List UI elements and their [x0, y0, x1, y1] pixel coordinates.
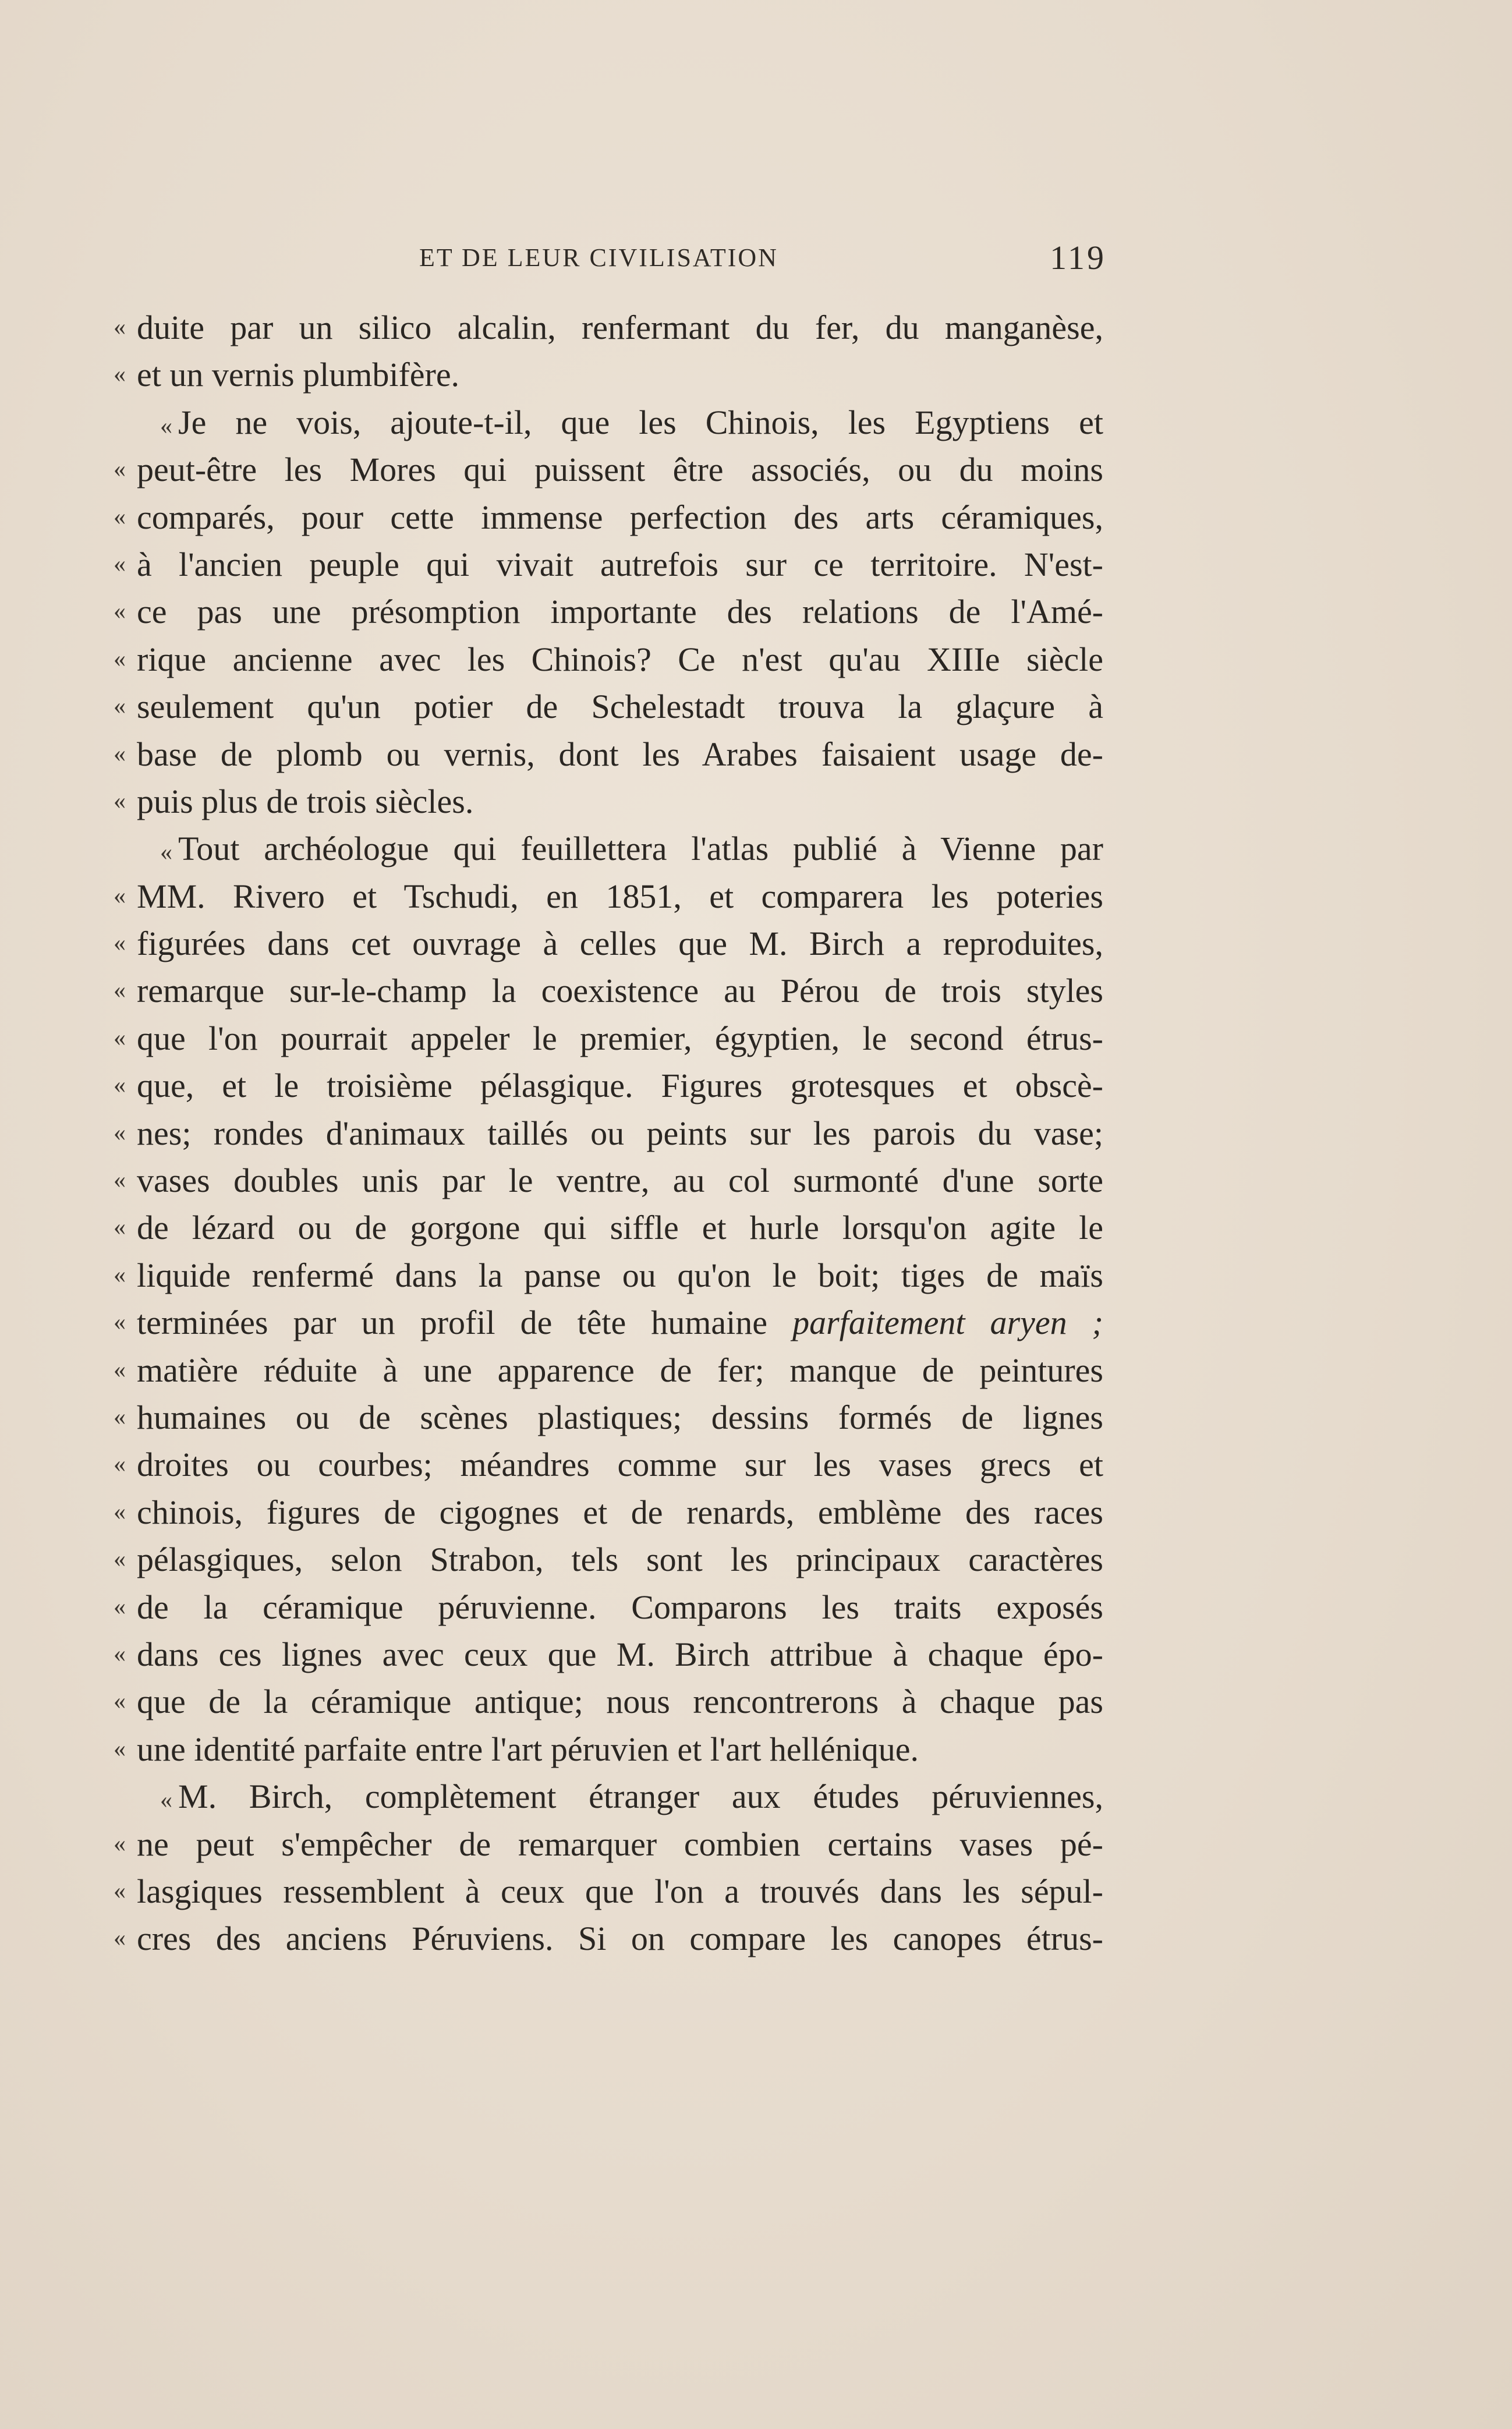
text-line	[114, 920, 1103, 967]
line-content: chinois, figures de cigognes et de renards, emblème des races	[137, 1493, 1103, 1531]
line-text	[137, 1773, 1103, 1824]
quote-marker: «	[114, 1403, 126, 1431]
text-line	[114, 1015, 1103, 1062]
line-text	[137, 1678, 1103, 1725]
line-content: dans ces lignes avec ceux que M. Birch attribue à chaque épo-	[137, 1635, 1103, 1673]
quote-marker: «	[114, 693, 126, 720]
line-content: liquide renfermé dans la panse ou qu'on le boit; tiges de maïs	[137, 1256, 1103, 1294]
text-line	[114, 1252, 1103, 1299]
text-line	[114, 1394, 1103, 1441]
line-text	[137, 920, 1103, 967]
line-content: une identité parfaite entre l'art péruvien et l'art hellénique.	[137, 1730, 919, 1768]
quote-marker: «	[114, 1735, 126, 1762]
line-text	[137, 1252, 1103, 1299]
text-line	[114, 1204, 1103, 1251]
text-line	[114, 1347, 1103, 1394]
quote-marker: «	[114, 1877, 126, 1904]
quote-marker: «	[114, 930, 126, 957]
text-line	[114, 1299, 1103, 1346]
quote-marker: «	[114, 1546, 126, 1573]
line-content: comparés, pour cette immense perfection des arts céramiques,	[137, 498, 1103, 536]
line-text	[137, 1062, 1103, 1109]
line-content: à l'ancien peuple qui vivait autrefois sur ce territoire. N'est-	[137, 545, 1103, 583]
line-content: puis plus de trois siècles.	[137, 782, 474, 820]
line-content: base de plomb ou vernis, dont les Arabes faisaient usage de-	[137, 735, 1103, 773]
text-line	[114, 778, 1103, 825]
text-line	[114, 1157, 1103, 1204]
quote-marker: «	[114, 314, 126, 341]
text-line	[114, 399, 1103, 446]
line-content: remarque sur-le-champ la coexistence au Pérou de trois styles	[137, 972, 1103, 1010]
line-content: que de la céramique antique; nous rencontrerons à chaque pas	[137, 1683, 1103, 1721]
line-text	[137, 1631, 1103, 1678]
line-text	[137, 351, 1103, 398]
line-text	[137, 1347, 1103, 1394]
line-text	[137, 1868, 1103, 1915]
line-content: Tout archéologue qui feuillettera l'atlas publié à Vienne par	[178, 830, 1103, 868]
line-content: de lézard ou de gorgone qui siffle et hurle lorsqu'on agite le	[137, 1209, 1103, 1247]
quote-marker: «	[114, 977, 126, 1004]
body-text	[114, 304, 1103, 1963]
line-content: lasgiques ressemblent à ceux que l'on a trouvés dans les sépul-	[137, 1872, 1103, 1910]
quote-marker: «	[114, 1167, 126, 1194]
quote-marker: «	[114, 550, 126, 578]
line-text	[137, 1821, 1103, 1868]
line-text	[137, 1441, 1103, 1488]
text-line	[114, 588, 1103, 635]
quote-marker: «	[114, 503, 126, 530]
line-text	[137, 588, 1103, 635]
quote-marker: «	[114, 1356, 126, 1383]
line-text	[137, 1915, 1103, 1962]
quote-marker: «	[160, 839, 172, 866]
line-text	[137, 873, 1103, 920]
line-text	[137, 967, 1103, 1014]
line-content: Je ne vois, ajoute-t-il, que les Chinois, les Egyptiens et	[178, 403, 1103, 441]
text-line	[114, 1441, 1103, 1488]
line-text	[137, 446, 1103, 493]
quote-marker: «	[114, 1593, 126, 1620]
line-content: rique ancienne avec les Chinois? Ce n'est qu'au XIIIe siècle	[137, 640, 1103, 678]
quote-marker: «	[114, 1119, 126, 1146]
text-line	[114, 1915, 1103, 1962]
line-text	[137, 1726, 1103, 1773]
page-header	[105, 236, 1106, 277]
line-text	[137, 683, 1103, 730]
line-text	[137, 304, 1103, 351]
quote-marker: «	[114, 1498, 126, 1525]
line-content: de la céramique péruvienne. Comparons les traits exposés	[137, 1588, 1103, 1626]
line-text	[137, 1110, 1103, 1157]
line-content: M. Birch, complètement étranger aux études péruviennes,	[178, 1778, 1103, 1816]
quote-marker: «	[160, 412, 172, 440]
line-content: humaines ou de scènes plastiques; dessins formés de lignes	[137, 1398, 1103, 1436]
quote-marker: «	[114, 1309, 126, 1336]
text-line	[114, 873, 1103, 920]
text-line	[114, 1726, 1103, 1773]
line-content: et un vernis plumbifère.	[137, 356, 460, 394]
page-number: 119	[1050, 239, 1106, 277]
line-content: que l'on pourrait appeler le premier, égyptien, le second étrus-	[137, 1019, 1103, 1057]
quote-marker: «	[114, 456, 126, 483]
line-text	[137, 825, 1103, 876]
line-content: nes; rondes d'animaux taillés ou peints sur les parois du vase;	[137, 1114, 1103, 1152]
text-line	[114, 1631, 1103, 1678]
line-text	[137, 1584, 1103, 1631]
quote-marker: «	[114, 598, 126, 625]
quote-marker: «	[114, 1925, 126, 1952]
line-content: pélasgiques, selon Strabon, tels sont les principaux caractères	[137, 1541, 1103, 1579]
running-title: ET DE LEUR CIVILISATION	[419, 243, 778, 272]
line-text	[137, 1489, 1103, 1536]
line-text	[137, 399, 1103, 450]
line-text	[137, 1015, 1103, 1062]
quote-marker: «	[114, 740, 126, 767]
quote-marker: «	[114, 1451, 126, 1478]
line-text	[137, 778, 1103, 825]
italic-phrase: parfaitement aryen ;	[792, 1304, 1103, 1342]
line-content: figurées dans cet ouvrage à celles que M. Birch a reproduites,	[137, 925, 1103, 963]
line-content: droites ou courbes; méandres comme sur les vases grecs et	[137, 1446, 1103, 1484]
line-content: seulement qu'un potier de Schelestadt trouva la glaçure à	[137, 688, 1103, 726]
line-content: peut-être les Mores qui puissent être associés, ou du moins	[137, 451, 1103, 489]
line-content: matière réduite à une apparence de fer; manque de peintures	[137, 1351, 1103, 1389]
line-content: duite par un silico alcalin, renfermant du fer, du manganèse,	[137, 309, 1103, 346]
line-text	[137, 1204, 1103, 1251]
text-line	[114, 1773, 1103, 1820]
text-line	[114, 351, 1103, 398]
quote-marker: «	[114, 787, 126, 815]
text-line	[114, 494, 1103, 541]
line-content: MM. Rivero et Tschudi, en 1851, et comparera les poteries	[137, 877, 1103, 915]
quote-marker: «	[114, 1640, 126, 1667]
line-content: que, et le troisième pélasgique. Figures grotesques et obscè-	[137, 1067, 1103, 1105]
quote-marker: «	[114, 1261, 126, 1288]
text-line	[114, 541, 1103, 588]
text-line	[114, 304, 1103, 351]
line-text	[137, 1157, 1103, 1204]
text-line	[114, 1868, 1103, 1915]
line-content: ce pas une présomption importante des relations de l'Amé-	[137, 593, 1103, 631]
text-line	[114, 446, 1103, 493]
text-line	[114, 1489, 1103, 1536]
line-text	[137, 541, 1103, 588]
line-text	[137, 731, 1103, 778]
quote-marker: «	[114, 1072, 126, 1099]
quote-marker: «	[114, 361, 126, 388]
text-line	[114, 1678, 1103, 1725]
text-line	[114, 683, 1103, 730]
text-line	[114, 1062, 1103, 1109]
quote-marker: «	[114, 1214, 126, 1241]
line-content: vases doubles unis par le ventre, au col surmonté d'une sorte	[137, 1162, 1103, 1200]
quote-marker: «	[114, 1024, 126, 1051]
quote-marker: «	[160, 1787, 172, 1814]
quote-marker: «	[114, 1830, 126, 1857]
line-content: cres des anciens Péruviens. Si on compare les canopes étrus-	[137, 1920, 1103, 1958]
quote-marker: «	[114, 882, 126, 909]
quote-marker: «	[114, 1688, 126, 1715]
text-line	[114, 967, 1103, 1014]
text-line	[114, 1584, 1103, 1631]
line-content: terminées par un profil de tête humaine	[137, 1304, 793, 1342]
quote-marker: «	[114, 645, 126, 672]
line-text	[137, 1536, 1103, 1583]
text-line	[114, 825, 1103, 872]
line-content: ne peut s'empêcher de remarquer combien certains vases pé-	[137, 1825, 1103, 1863]
text-line	[114, 1110, 1103, 1157]
line-text	[137, 1299, 1103, 1346]
text-line	[114, 636, 1103, 683]
text-line	[114, 1821, 1103, 1868]
line-text	[137, 494, 1103, 541]
line-text	[137, 636, 1103, 683]
line-text	[137, 1394, 1103, 1441]
text-line	[114, 1536, 1103, 1583]
text-line	[114, 731, 1103, 778]
